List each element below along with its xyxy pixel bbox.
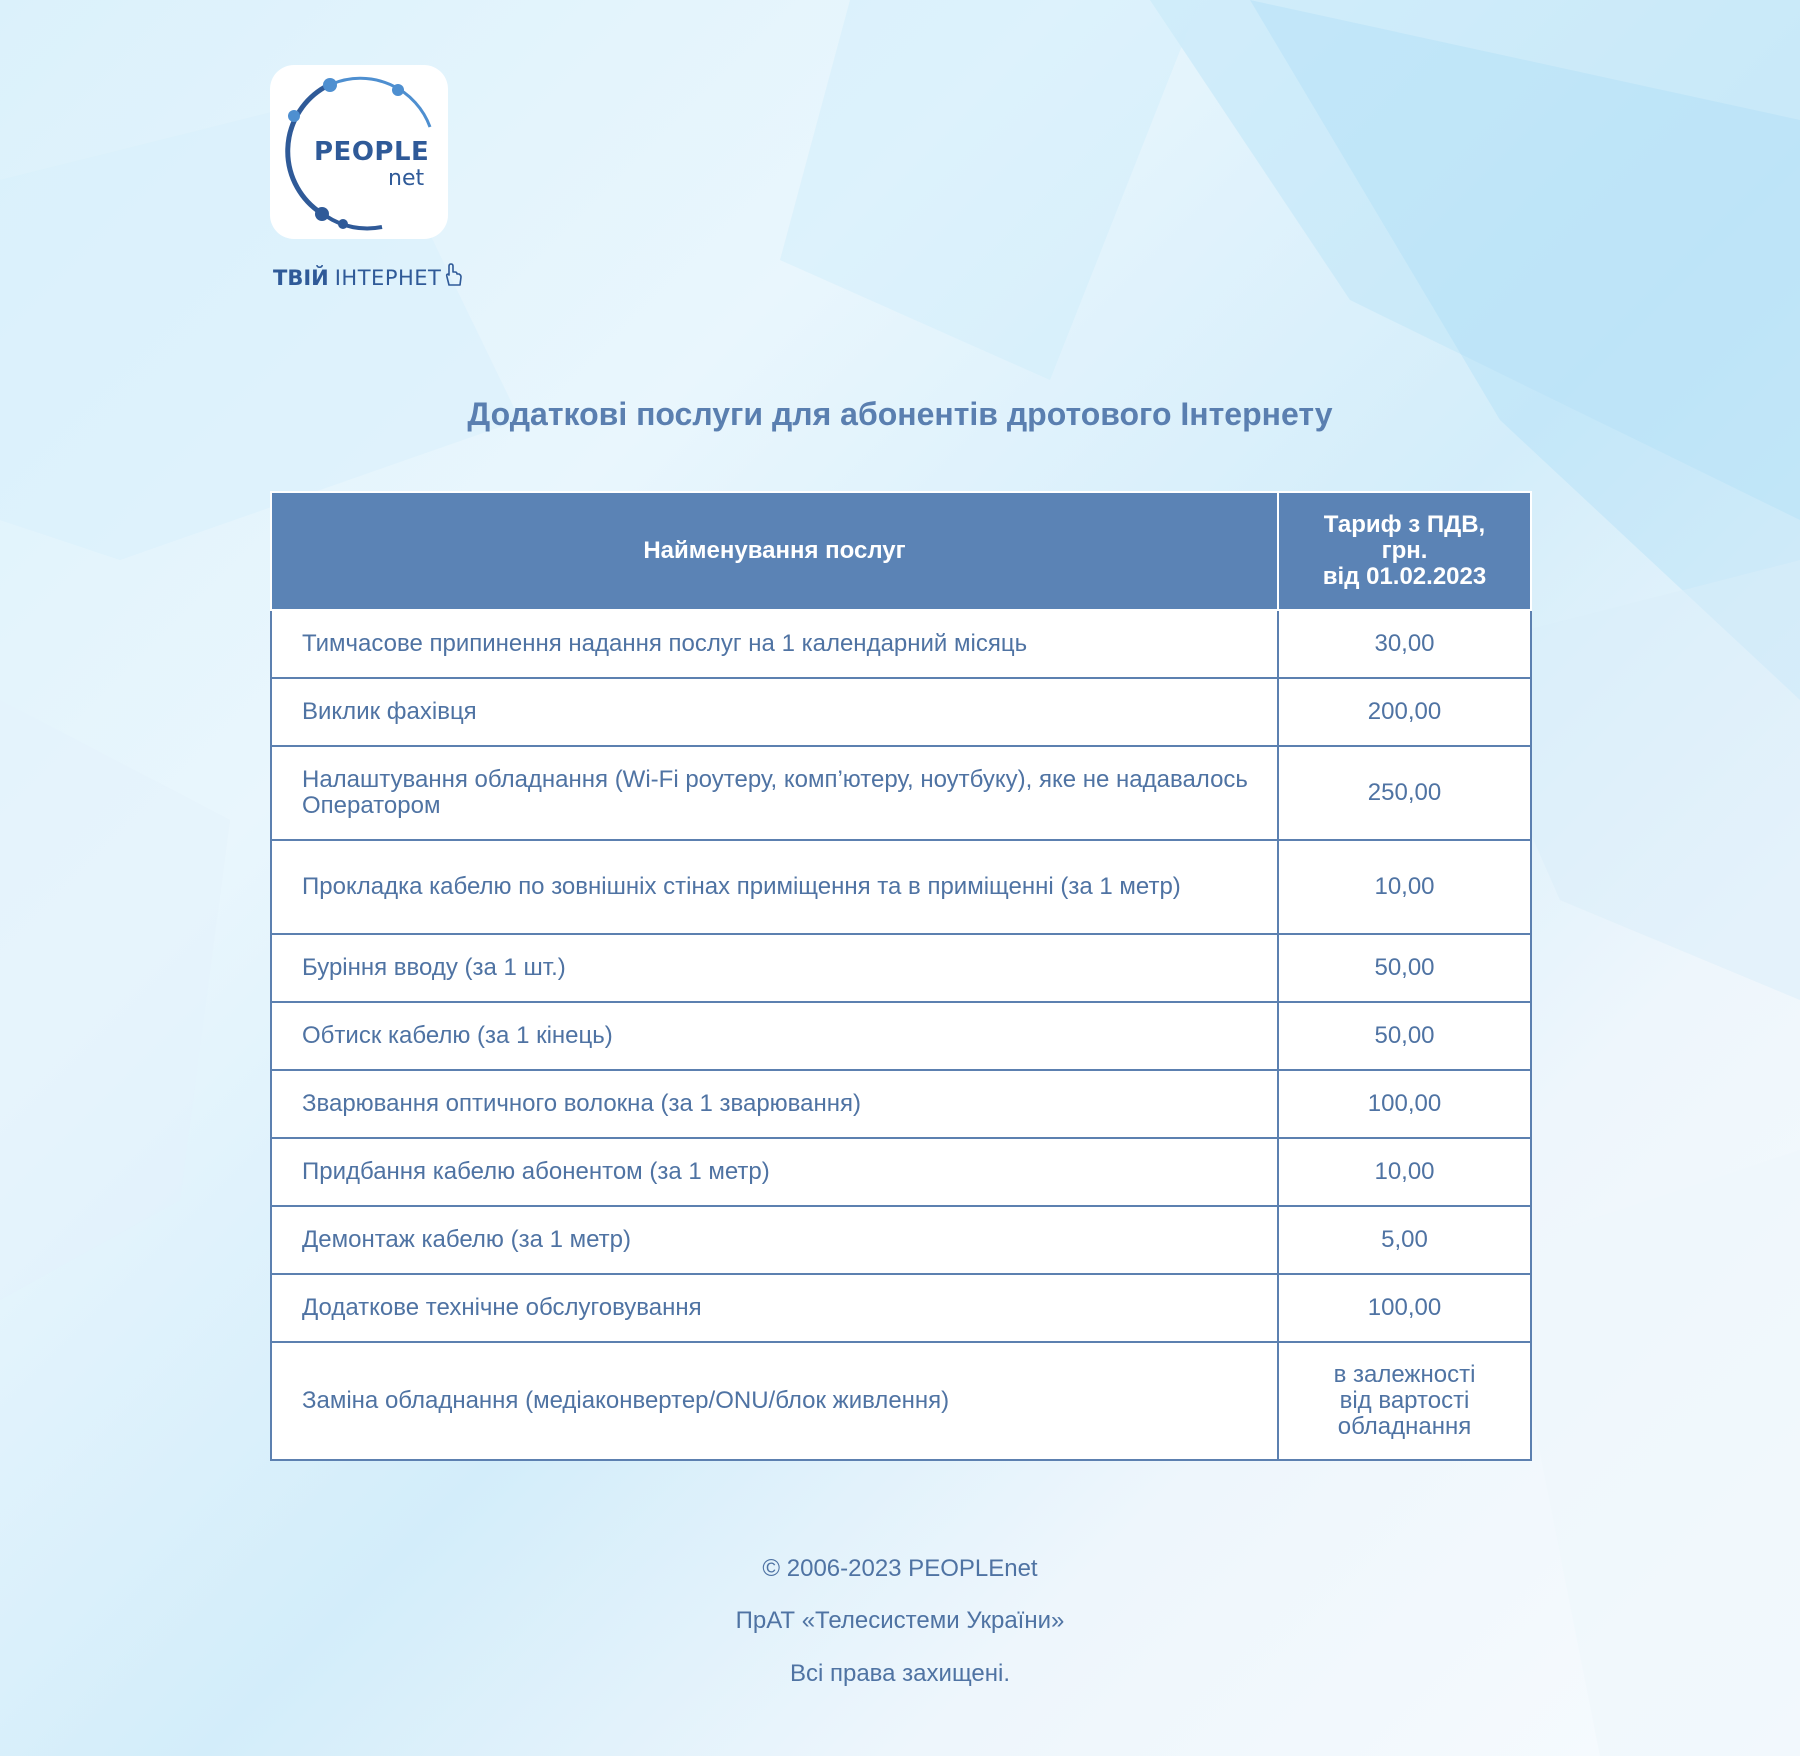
service-name: Заміна обладнання (медіаконвертер/ONU/блок живлення) — [271, 1342, 1278, 1460]
service-name: Налаштування обладнання (Wi-Fi роутеру, комп’ютеру, ноутбуку), яке не надавалось Оператором — [271, 746, 1278, 840]
peoplenet-logo[interactable] — [270, 65, 448, 239]
price-header-line3: від 01.02.2023 — [1322, 563, 1487, 590]
price-note-line3: обладнання — [1337, 1413, 1472, 1440]
price-header-line2: грн. — [1381, 537, 1428, 564]
footer-rights: Всі права захищені. — [789, 1660, 1011, 1687]
service-name: Додаткове технічне обслуговування — [271, 1274, 1278, 1342]
footer-copyright: © 2006-2023 PEOPLEnet — [762, 1555, 1038, 1582]
table-row — [271, 678, 1531, 746]
slogan-bold: ТВІЙ — [273, 266, 329, 290]
service-name: Придбання кабелю абонентом (за 1 метр) — [271, 1138, 1278, 1206]
logo-subword: net — [388, 166, 425, 191]
table-row — [271, 934, 1531, 1002]
table-row — [271, 1342, 1531, 1460]
brand-slogan — [273, 263, 463, 293]
price-note-line1: в залежності — [1333, 1361, 1476, 1388]
table-row — [271, 746, 1531, 840]
slogan-rest: ІНТЕРНЕТ — [334, 266, 442, 290]
table-row — [271, 610, 1531, 678]
service-name: Буріння вводу (за 1 шт.) — [271, 934, 1278, 1002]
table-row — [271, 840, 1531, 934]
table-row — [271, 1002, 1531, 1070]
service-name: Демонтаж кабелю (за 1 метр) — [271, 1206, 1278, 1274]
service-price: 250,00 — [1278, 746, 1531, 840]
service-price: 200,00 — [1278, 678, 1531, 746]
price-header-line1: Тариф з ПДВ, — [1323, 511, 1486, 538]
column-header-service-name: Найменування послуг — [271, 492, 1278, 610]
logo-wordmark: PEOPLE — [314, 137, 430, 167]
table-row — [271, 1274, 1531, 1342]
service-price: 10,00 — [1278, 840, 1531, 934]
table-header-row — [271, 492, 1531, 610]
table-row — [271, 1070, 1531, 1138]
service-price: 100,00 — [1278, 1274, 1531, 1342]
table-row — [271, 1138, 1531, 1206]
service-price — [1278, 1342, 1531, 1460]
service-name: Зварювання оптичного волокна (за 1 зварювання) — [271, 1070, 1278, 1138]
column-header-price — [1278, 492, 1531, 610]
price-note-line2: від вартості — [1339, 1387, 1470, 1414]
service-price: 5,00 — [1278, 1206, 1531, 1274]
service-name: Обтиск кабелю (за 1 кінець) — [271, 1002, 1278, 1070]
services-price-table — [270, 491, 1532, 1461]
service-name: Тимчасове припинення надання послуг на 1 календарний місяць — [271, 610, 1278, 678]
service-name: Прокладка кабелю по зовнішніх стінах приміщення та в приміщенні (за 1 метр) — [271, 840, 1278, 934]
service-price: 50,00 — [1278, 1002, 1531, 1070]
pointer-hand-icon — [443, 263, 463, 287]
service-name: Виклик фахівця — [271, 678, 1278, 746]
page-title: Додаткові послуги для абонентів дротового Інтернету — [467, 396, 1333, 432]
service-price: 100,00 — [1278, 1070, 1531, 1138]
service-price: 30,00 — [1278, 610, 1531, 678]
service-price: 10,00 — [1278, 1138, 1531, 1206]
table-row — [271, 1206, 1531, 1274]
service-price: 50,00 — [1278, 934, 1531, 1002]
footer-company: ПрАТ «Телесистеми України» — [735, 1607, 1065, 1634]
